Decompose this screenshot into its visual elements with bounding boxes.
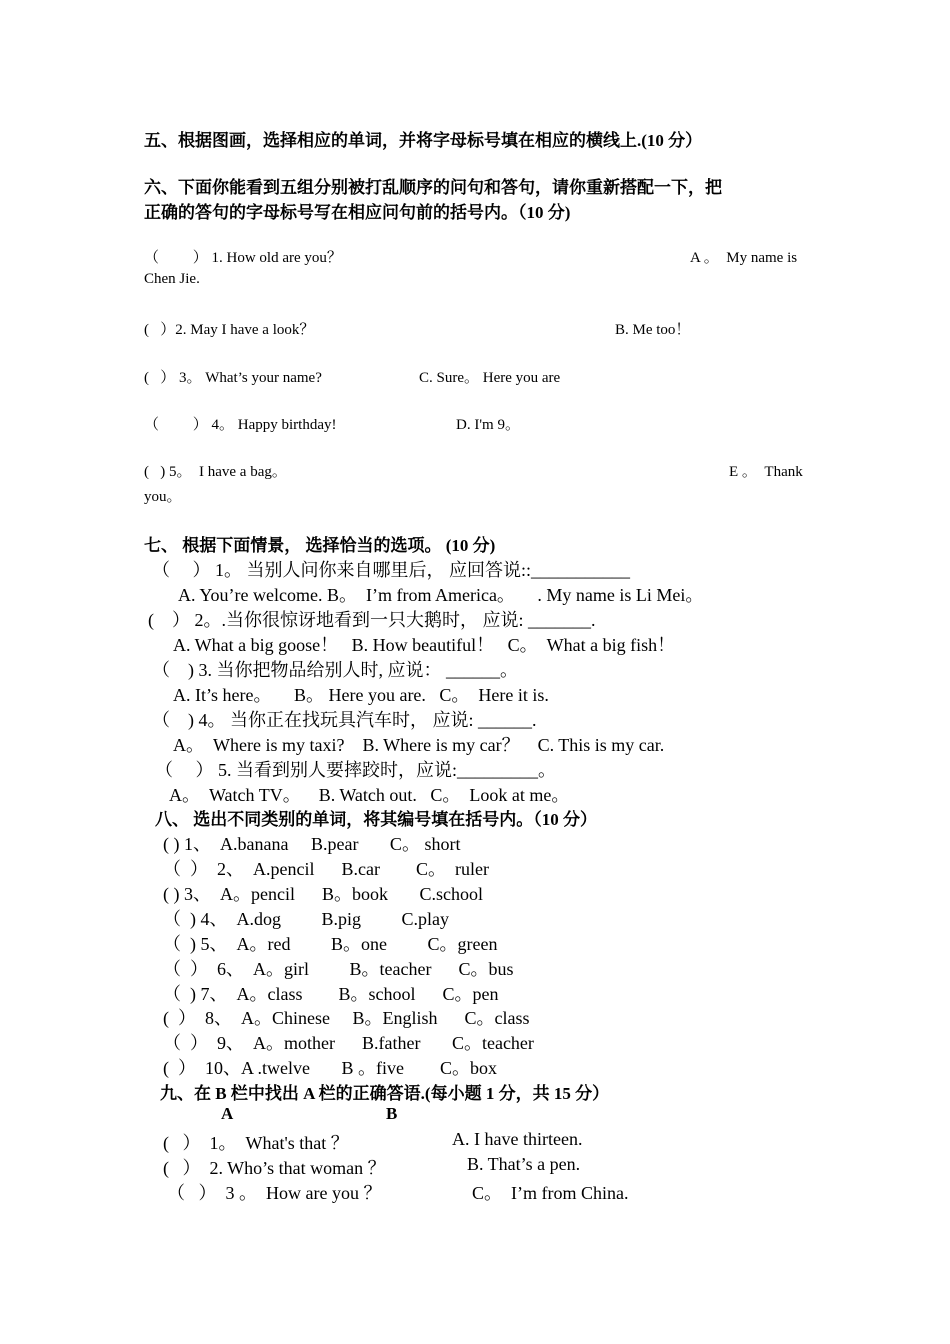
answer-c: C. Sure。 Here you are [419,370,561,386]
question-3: ( ） 3。 What’s your name? [144,370,322,386]
sec9-question-2: ( ） 2. Who’s that woman ？ [163,1158,386,1178]
sec7-line: （ ) 4。 当你正在找玩具汽车时， 应说: ______. [152,710,537,730]
sec9-question-1: ( ） 1。 What's that ？ [163,1133,349,1153]
question-1: （ ） 1. How old are you？ [144,250,342,266]
section-9-title: 九、在 B 栏中找出 A 栏的正确答语.(每小题 1 分，共 15 分） [160,1084,610,1103]
sec9-answer-b: B. That’s a pen. [467,1154,581,1174]
answer-b: B. Me too！ [615,322,691,338]
section-8-title: 八、 选出不同类别的单词，将其编号填在括号内。（10 分） [155,810,597,829]
section-7-title: 七、 根据下面情景， 选择恰当的选项。 (10 分) [144,536,496,555]
sec8-line: ( ) 1、 A.banana B.pear C。 short [163,834,461,854]
sec8-line: （ ) 4、 A.dog B.pig C.play [163,909,449,929]
sec8-line: ( ） 10、A .twelve B 。five C。box [163,1058,497,1078]
section-5-title: 五、根据图画，选择相应的单词，并将字母标号填在相应的横线上.(10 分） [144,131,703,150]
sec7-line: A. You’re welcome. B。 I’m from America。 . My name is Li Mei。 [178,585,704,605]
question-2: ( ）2. May I have a look？ [144,322,315,338]
answer-e-continued: you。 [144,489,182,505]
question-5: ( ) 5。 I have a bag。 [144,464,287,480]
sec7-line: A。 Where is my taxi? B. Where is my car？ C. This is my car. [173,735,665,755]
sec7-line: A. What a big goose！ B. How beautiful！ C。 What a big fish！ [173,635,676,655]
sec7-line: （ ） 1。 当别人问你来自哪里后， 应回答说::___________ [152,560,631,580]
sec7-line: A。 Watch TV。 B. Watch out. C。 Look at me。 [169,785,570,805]
sec8-line: （ ） 9、 A。mother B.father C。teacher [163,1033,534,1053]
sec9-answer-c: C。 I’m from China. [472,1183,629,1203]
sec7-line: （ ） 5. 当看到别人要摔跤时，应说:_________。 [155,760,556,780]
section-6-title-line1: 六、下面你能看到五组分别被打乱顺序的问句和答句，请你重新搭配一下，把 [144,178,722,197]
question-4: （ ） 4。 Happy birthday! [144,417,337,433]
sec8-line: ( ) 3、 A。pencil B。book C.school [163,884,483,904]
sec7-line: ( ） 2。.当你很惊讶地看到一只大鹅时， 应说: _______. [148,610,596,630]
section-6-title-line2: 正确的答句的字母标号写在相应问句前的括号内。（10 分) [144,203,571,222]
column-a-header: A [221,1104,234,1123]
answer-e: E 。 Thank [729,464,803,480]
sec9-question-3: （ ） 3 。 How are you ？ [167,1183,382,1203]
column-b-header: B [386,1104,398,1123]
sec8-line: （ ) 7、 A。class B。school C。pen [163,984,499,1004]
answer-d: D. I'm 9。 [456,417,520,433]
sec8-line: （ ） 6、 A。girl B。teacher C。bus [163,959,514,979]
sec9-answer-a: A. I have thirteen. [452,1129,583,1149]
sec8-line: （ ) 5、 A。red B。one C。green [163,934,498,954]
sec8-line: （ ） 2、 A.pencil B.car C。 ruler [163,859,489,879]
sec7-line: A. It’s here。 B。 Here you are. C。 Here it is. [173,685,549,705]
answer-a-continued: Chen Jie. [144,271,200,287]
sec8-line: ( ） 8、 A。Chinese B。English C。class [163,1008,530,1028]
answer-a: A 。 My name is [690,250,798,266]
sec7-line: （ ) 3. 当你把物品给别人时, 应说： ______。 [152,660,518,680]
